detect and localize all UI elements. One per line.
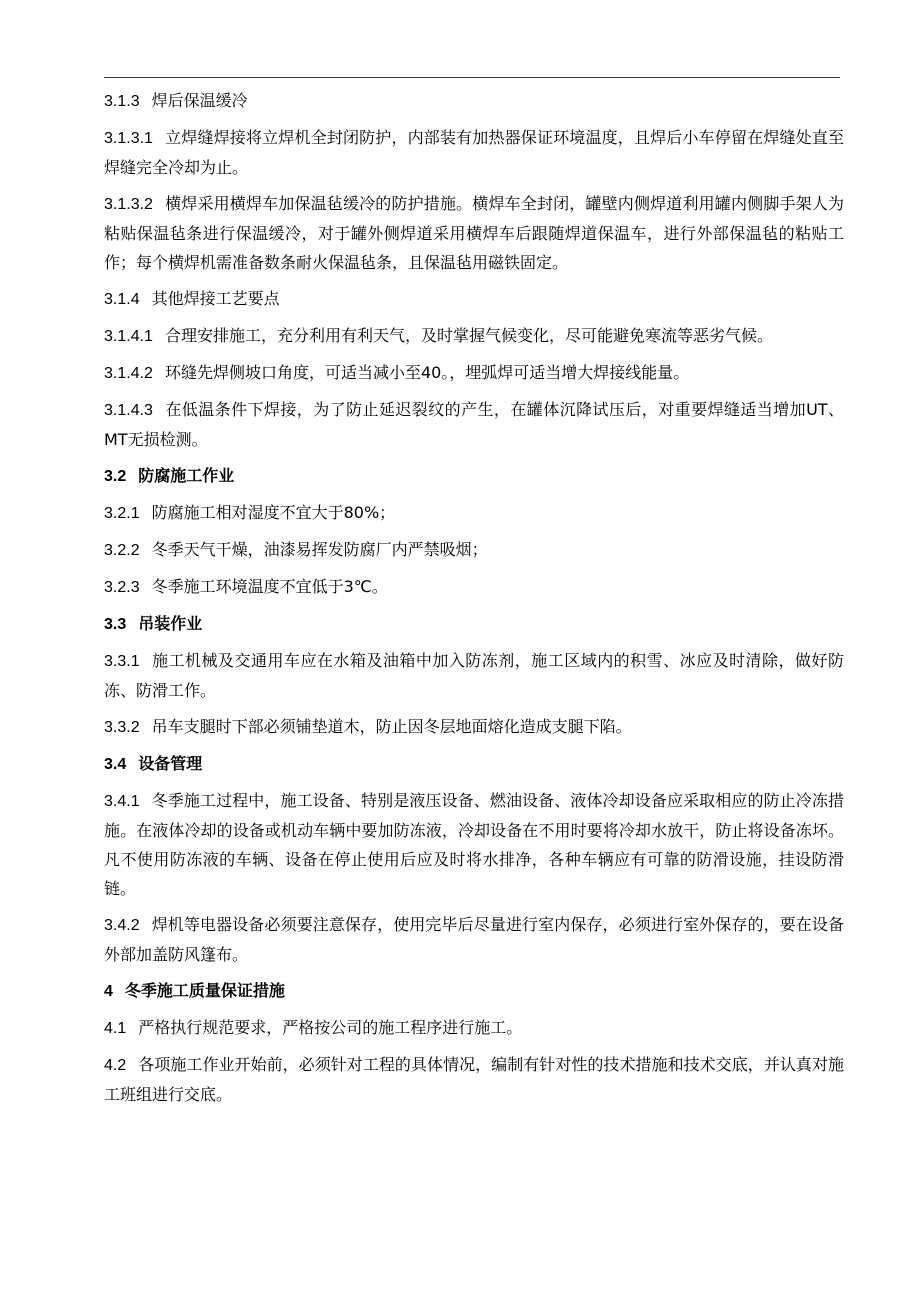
paragraph <box>104 86 844 116</box>
paragraph-text: 吊车支腿时下部必须铺垫道木，防止因冬层地面熔化造成支腿下陷。 <box>151 717 632 736</box>
paragraph <box>104 123 844 182</box>
paragraph <box>104 284 844 314</box>
section-number: 3.3.1 <box>104 653 140 670</box>
paragraph <box>104 321 844 351</box>
document-body <box>104 86 844 1116</box>
header-rule <box>104 77 840 78</box>
paragraph <box>104 786 844 903</box>
paragraph-text: 立焊缝焊接将立焊机全封闭防护，内部装有加热器保证环境温度，且焊后小车停留在焊缝处直至焊缝完全冷却为止。 <box>104 128 844 177</box>
section-number: 3.1.4.1 <box>104 328 153 345</box>
paragraph <box>104 189 844 277</box>
paragraph <box>104 910 844 969</box>
paragraph-text: 防腐施工相对湿度不宜大于80%； <box>151 503 396 522</box>
paragraph <box>104 712 844 742</box>
section-number: 3.2.2 <box>104 542 140 559</box>
paragraph <box>104 358 844 388</box>
section-heading <box>104 609 844 639</box>
section-number: 3.3.2 <box>104 719 140 736</box>
paragraph-text: 冬季施工过程中，施工设备、特别是液压设备、燃油设备、液体冷却设备应采取相应的防止冷冻措施。在液体冷却的设备或机动车辆中要加防冻液，冷却设备在不用时要将冷却水放干，防止将设备冻坏。凡不使用防冻液的车辆、设备在停止使用后应及时将水排净，各种车辆应有可靠的防滑设施，挂设防滑链。 <box>104 791 844 898</box>
paragraph <box>104 498 844 528</box>
paragraph <box>104 535 844 565</box>
paragraph-text: 横焊采用横焊车加保温毡缓冷的防护措施。横焊车全封闭，罐壁内侧焊道利用罐内侧脚手架人为粘贴保温毡条进行保温缓冷，对于罐外侧焊道采用横焊车后跟随焊道保温车，进行外部保温毡的粘贴工作；每个横焊机需准备数条耐火保温毡条，且保温毡用磁铁固定。 <box>104 194 844 272</box>
section-number: 3.4.2 <box>104 917 140 934</box>
section-number: 3.2.3 <box>104 579 140 596</box>
paragraph-text: 冬季施工环境温度不宜低于3℃。 <box>151 577 388 596</box>
section-heading <box>104 976 844 1006</box>
paragraph <box>104 1013 844 1043</box>
paragraph <box>104 1050 844 1109</box>
paragraph <box>104 572 844 602</box>
paragraph-text: 焊后保温缓冷 <box>151 91 248 110</box>
section-number: 3.4.1 <box>104 793 140 810</box>
section-number: 3.2 <box>104 468 127 485</box>
paragraph-text: 合理安排施工，充分利用有利天气，及时掌握气候变化，尽可能避免寒流等恶劣气候。 <box>164 326 773 345</box>
paragraph <box>104 646 844 705</box>
section-heading <box>104 461 844 491</box>
paragraph-text: 焊机等电器设备必须要注意保存，使用完毕后尽量进行室内保存，必须进行室外保存的，要在设备外部加盖防风篷布。 <box>104 915 844 964</box>
section-number: 3.1.4.2 <box>104 365 153 382</box>
paragraph <box>104 395 844 454</box>
section-number: 4 <box>104 983 113 1000</box>
paragraph-text: 防腐施工作业 <box>138 466 235 485</box>
section-number: 3.3 <box>104 616 127 633</box>
section-heading <box>104 749 844 779</box>
paragraph-text: 施工机械及交通用车应在水箱及油箱中加入防冻剂，施工区域内的积雪、冰应及时清除，做好防冻、防滑工作。 <box>104 651 844 700</box>
paragraph-text: 设备管理 <box>138 754 203 773</box>
section-number: 3.2.1 <box>104 505 140 522</box>
section-number: 3.1.3.2 <box>104 196 153 213</box>
paragraph-text: 环缝先焊侧坡口角度，可适当减小至40。，埋弧焊可适当增大焊接线能量。 <box>164 363 690 382</box>
paragraph-text: 在低温条件下焊接，为了防止延迟裂纹的产生，在罐体沉降试压后，对重要焊缝适当增加UT、MT无损检测。 <box>104 400 844 449</box>
section-number: 4.2 <box>104 1057 127 1074</box>
section-number: 3.1.3.1 <box>104 130 153 147</box>
paragraph-text: 其他焊接工艺要点 <box>151 289 280 308</box>
section-number: 3.1.4.3 <box>104 402 153 419</box>
paragraph-text: 吊装作业 <box>138 614 203 633</box>
paragraph-text: 严格执行规范要求，严格按公司的施工程序进行施工。 <box>138 1018 523 1037</box>
section-number: 4.1 <box>104 1020 127 1037</box>
section-number: 3.4 <box>104 756 127 773</box>
section-number: 3.1.4 <box>104 291 140 308</box>
paragraph-text: 冬季施工质量保证措施 <box>124 981 285 1000</box>
paragraph-text: 冬季天气干燥，油漆易挥发防腐厂内严禁吸烟； <box>151 540 488 559</box>
paragraph-text: 各项施工作业开始前，必须针对工程的具体情况，编制有针对性的技术措施和技术交底，并认真对施工班组进行交底。 <box>104 1055 844 1104</box>
section-number: 3.1.3 <box>104 93 140 110</box>
